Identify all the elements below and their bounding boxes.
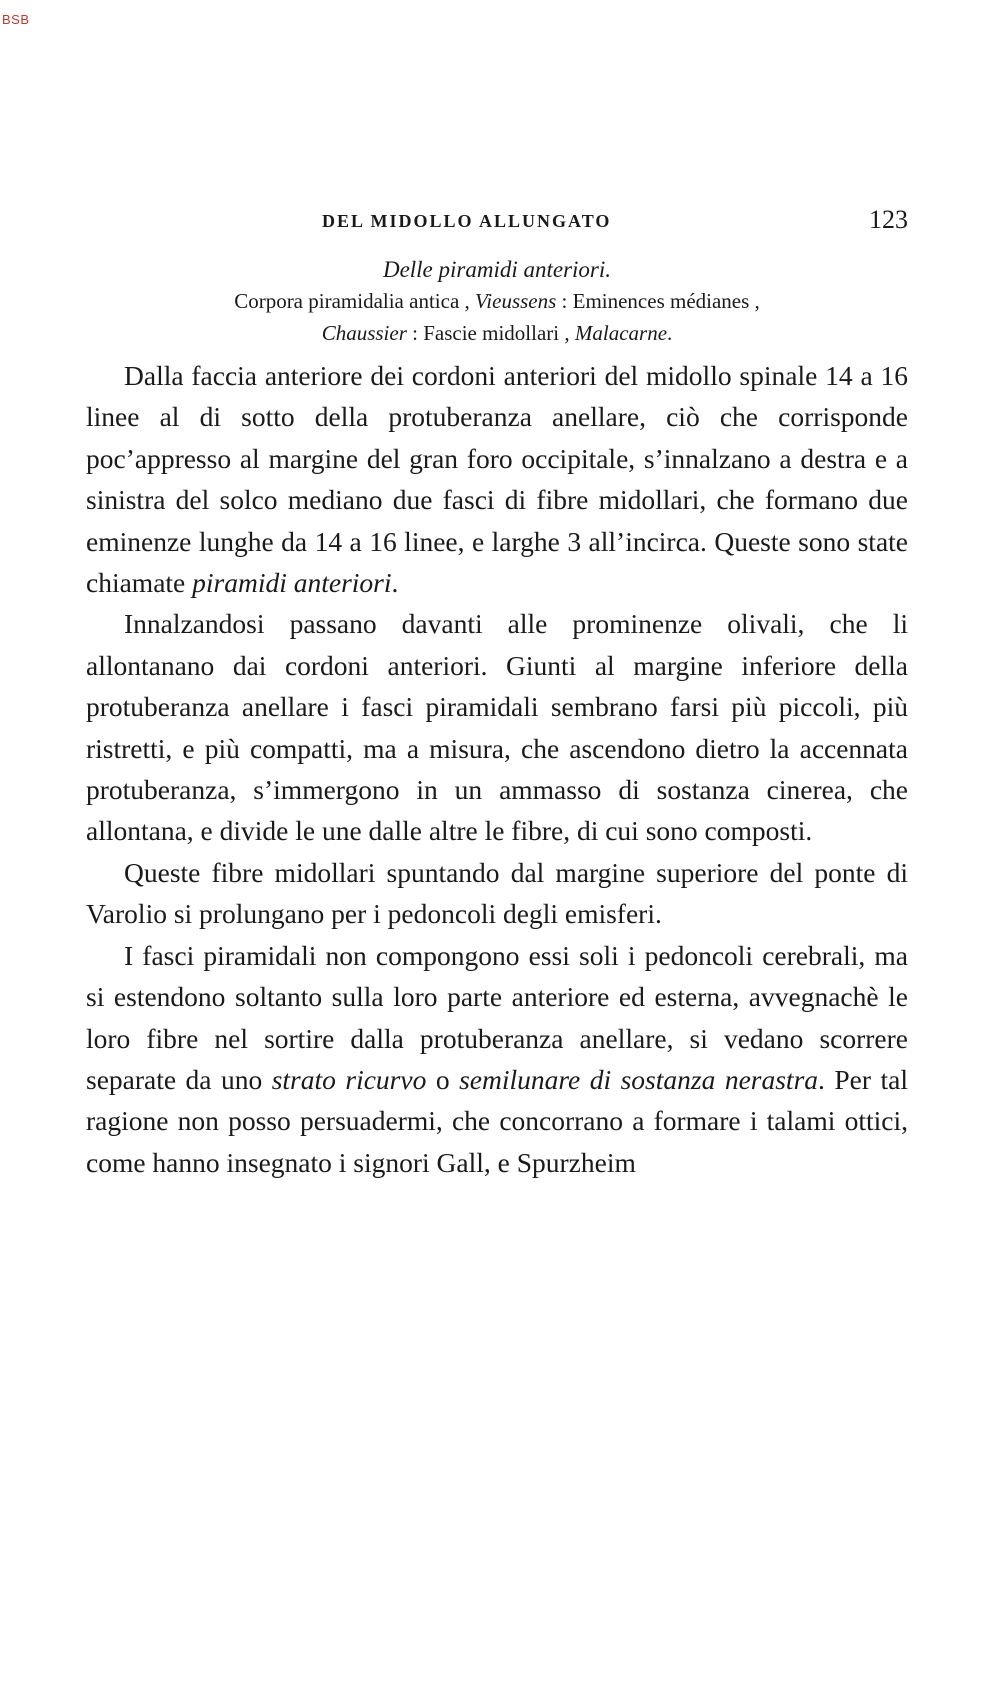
paragraph-text: I fasci piramidali non compongono essi soli i pedoncoli cerebrali, ma si estendono soltanto sulla loro parte anteriore ed esterna, avvegnachè le loro fibre nel sortire dalla protuberanza anellare, si vedano scorrere separate da uno: [86, 939, 908, 1095]
emphasis-text: piramidi anteriori: [192, 567, 392, 599]
synonyms-line-1: [86, 285, 908, 317]
synonym-text: Corpora piramidalia antica ,: [234, 289, 476, 313]
synonym-text: : Fascie midollari ,: [406, 321, 575, 345]
synonym-text: : Eminences médianes ,: [556, 289, 760, 313]
paragraph-2: Innalzandosi passano davanti alle prominenze olivali, che li allontanano dai cordoni anteriori. Giunti al margine inferiore della protuberanza anellare i fasci piramidali sembrano farsi più piccoli, più ristretti, e più compatti, ma a misura, che ascendono dietro la accennata protuberanza, s’immergono in un ammasso di sostanza cinerea, che allontana, e divide le une dalle altre le fibre, di cui sono composti.: [86, 608, 908, 847]
book-page: [86, 205, 908, 1183]
running-header: [86, 205, 908, 235]
emphasis-text: semilunare di sostanza nerastra: [459, 1063, 819, 1095]
emphasis-text: strato ricurvo: [271, 1063, 427, 1095]
synonym-author: Chaussier: [321, 321, 407, 345]
paragraph-text: Dalla faccia anteriore dei cordoni anteriori del midollo spinale 14 a 16 linee al di sotto della protuberanza anellare, ciò che corrisponde poc’appresso al margine del gran foro occipitale, s’innalzano a destra e a sinistra del solco mediano due fasci di fibre midollari, che formano due eminenze lunghe da 14 a 16 linee, e larghe 3 all’incirca. Queste sono state chiamate: [86, 360, 908, 599]
section-heading: Delle piramidi anteriori.: [382, 257, 612, 282]
synonyms-block: [86, 285, 908, 349]
synonyms-line-2: [86, 317, 908, 349]
paragraph-4: [86, 935, 908, 1183]
synonym-text: .: [667, 321, 673, 345]
library-stamp: BSB: [2, 12, 30, 27]
paragraph-text: . Per tal ragione non posso persuadermi, che concorrano a formare i talami ottici, come hanno insegnato i signori Gall, e Spurzheim: [86, 1063, 909, 1178]
body-text: [86, 355, 908, 1183]
paragraph-1: [86, 355, 908, 603]
running-title: DEL MIDOLLO ALLUNGATO: [322, 211, 612, 231]
paragraph-text: .: [391, 567, 399, 599]
synonym-author: Vieussens: [475, 289, 557, 313]
paragraph-text: o: [426, 1063, 460, 1095]
page-number: 123: [869, 205, 908, 234]
synonym-author: Malacarne: [574, 321, 668, 345]
paragraph-3: Queste fibre midollari spuntando dal margine superiore del ponte di Varolio si prolungano per i pedoncoli degli emisferi.: [86, 856, 908, 930]
